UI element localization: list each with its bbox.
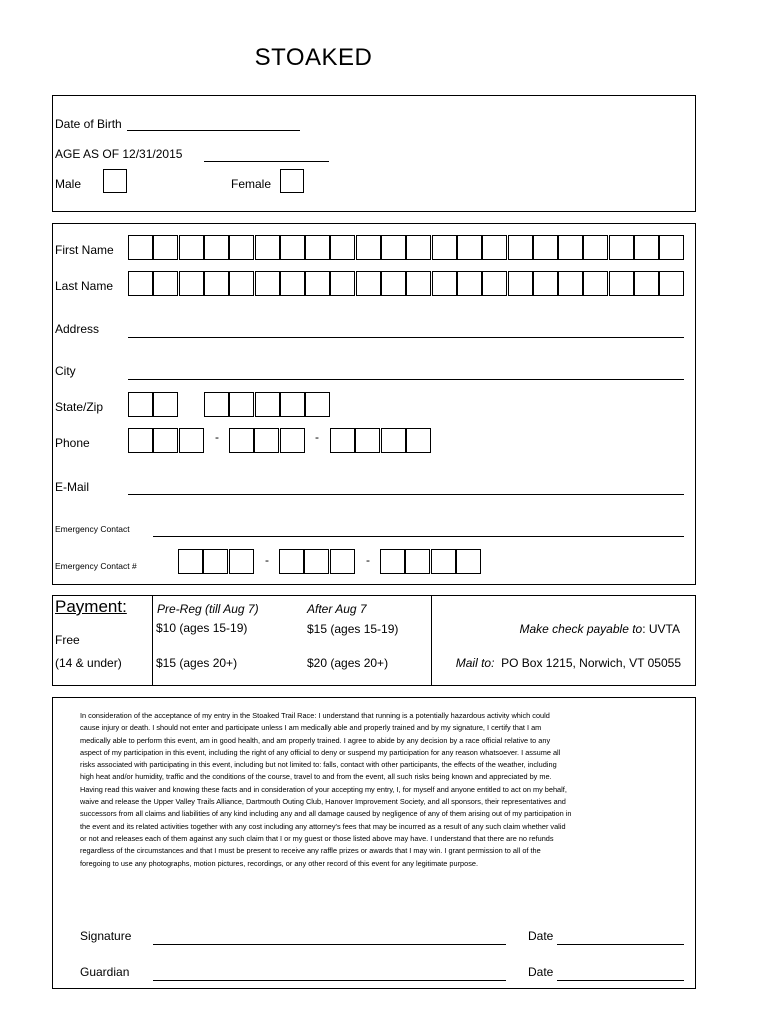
char-box[interactable] <box>179 235 204 260</box>
char-box[interactable] <box>229 235 254 260</box>
char-box[interactable] <box>355 428 380 453</box>
char-box[interactable] <box>432 235 457 260</box>
dob-field[interactable] <box>127 130 300 131</box>
address-label: Address <box>55 322 100 336</box>
char-box[interactable] <box>305 271 330 296</box>
char-box[interactable] <box>229 549 254 574</box>
payment-divider-1 <box>152 596 153 685</box>
emergency-phone-label: Emergency Contact # <box>55 561 137 571</box>
char-box[interactable] <box>457 271 482 296</box>
char-box[interactable] <box>431 549 456 574</box>
char-box[interactable] <box>330 428 355 453</box>
emergency-contact-field[interactable] <box>153 536 684 537</box>
char-box[interactable] <box>457 235 482 260</box>
last-name-label: Last Name <box>55 279 114 293</box>
char-box[interactable] <box>583 235 608 260</box>
char-box[interactable] <box>153 392 178 417</box>
address-field[interactable] <box>128 337 684 338</box>
char-box[interactable] <box>558 271 583 296</box>
char-box[interactable] <box>255 392 280 417</box>
char-box[interactable] <box>634 235 659 260</box>
dob-label: Date of Birth <box>55 117 122 131</box>
char-box[interactable] <box>508 271 533 296</box>
emergency-phone-dash-1: - <box>265 553 269 567</box>
char-box[interactable] <box>405 549 430 574</box>
phone-label: Phone <box>55 436 90 450</box>
city-label: City <box>55 364 76 378</box>
emergency-contact-label: Emergency Contact <box>55 524 130 534</box>
char-box[interactable] <box>609 271 634 296</box>
prereg-adult-price: $15 (ages 20+) <box>156 656 238 670</box>
after-adult-price: $20 (ages 20+) <box>307 656 389 670</box>
waiver-line: In consideration of the acceptance of my entry in the Stoaked Trail Race: I understand that running is a potentially hazardous activity which could <box>80 711 550 720</box>
char-box[interactable] <box>659 271 684 296</box>
char-box[interactable] <box>609 235 634 260</box>
char-box[interactable] <box>330 235 355 260</box>
waiver-line: risks associated with participating in this event, including but not limited to: falls, contact with other participants, the effects of the weather, including <box>80 760 557 770</box>
char-box[interactable] <box>128 428 153 453</box>
char-box[interactable] <box>330 549 355 574</box>
first-name-boxes[interactable] <box>128 235 684 260</box>
char-box[interactable] <box>203 549 228 574</box>
char-box[interactable] <box>406 271 431 296</box>
signature-date-label: Date <box>528 929 554 943</box>
char-box[interactable] <box>305 235 330 260</box>
char-box[interactable] <box>456 549 481 574</box>
char-box[interactable] <box>508 235 533 260</box>
signature-field[interactable] <box>153 944 506 945</box>
char-box[interactable] <box>153 271 178 296</box>
mail-line <box>456 656 681 670</box>
signature-date-field[interactable] <box>557 944 684 945</box>
char-box[interactable] <box>406 235 431 260</box>
phone-dash-1: - <box>215 430 219 444</box>
waiver-line: cause injury or death. I should not enter and participate unless I am medically able and properly trained and by my signature, I certify that I am <box>80 723 542 733</box>
char-box[interactable] <box>356 235 381 260</box>
char-box[interactable] <box>380 549 405 574</box>
emergency-phone-prefix-boxes[interactable] <box>279 549 356 574</box>
guardian-date-field[interactable] <box>557 980 684 981</box>
char-box[interactable] <box>533 271 558 296</box>
char-box[interactable] <box>356 271 381 296</box>
char-box[interactable] <box>229 392 254 417</box>
char-box[interactable] <box>254 428 279 453</box>
char-box[interactable] <box>204 235 229 260</box>
char-box[interactable] <box>381 271 406 296</box>
char-box[interactable] <box>280 235 305 260</box>
mail-label: Mail to: <box>455 656 495 670</box>
payable-label: Make check payable to <box>519 622 643 636</box>
emergency-phone-line-boxes[interactable] <box>380 549 482 574</box>
waiver-line: medically able to perform this event, am in good health, and am properly trained. I agree to abide by any decision by a race official relative to any <box>80 735 551 745</box>
signature-label: Signature <box>80 929 132 943</box>
char-box[interactable] <box>634 271 659 296</box>
age-label: AGE AS OF 12/31/2015 <box>55 147 183 161</box>
waiver-line: Having read this waiver and knowing these facts and in consideration of your accepting my entry, I, for myself and anyone entitled to act on my behalf, <box>80 784 567 794</box>
char-box[interactable] <box>128 235 153 260</box>
char-box[interactable] <box>659 235 684 260</box>
waiver-line: or not and releases each of them against any such claim that I or my guest or those listed above may have. I understand that there are no refunds <box>80 833 554 843</box>
payment-header: Payment: <box>55 597 127 616</box>
phone-area-boxes[interactable] <box>128 428 205 453</box>
prereg-header: Pre-Reg (till Aug 7) <box>157 602 259 616</box>
waiver-text <box>80 710 690 870</box>
guardian-label: Guardian <box>80 965 130 979</box>
char-box[interactable] <box>204 271 229 296</box>
male-label: Male <box>55 177 82 191</box>
phone-prefix-boxes[interactable] <box>229 428 306 453</box>
char-box[interactable] <box>128 271 153 296</box>
waiver-line: waive and release the Upper Valley Trails Alliance, Dartmouth Outing Club, Hanover Improvement Society, and all sponsors, their representatives and <box>80 797 566 807</box>
payment-divider-2 <box>431 596 432 685</box>
mail-address: PO Box 1215, Norwich, VT 05055 <box>501 656 681 670</box>
last-name-boxes[interactable] <box>128 271 684 296</box>
guardian-date-label: Date <box>528 965 554 979</box>
char-box[interactable] <box>432 271 457 296</box>
waiver-line: regardless of the circumstances and that I must be present to receive any raffle prizes or awards that I may win. I grant permission to all of the <box>80 846 541 856</box>
email-label: E-Mail <box>55 480 90 494</box>
char-box[interactable] <box>128 392 153 417</box>
waiver-line: aspect of my participation in this event, including the right of any official to deny or suspend my participation for any reason whatsoever. I assume all <box>80 747 561 757</box>
char-box[interactable] <box>330 271 355 296</box>
char-box[interactable] <box>381 235 406 260</box>
char-box[interactable] <box>153 235 178 260</box>
after-youth-price: $15 (ages 15-19) <box>307 622 399 636</box>
char-box[interactable] <box>583 271 608 296</box>
char-box[interactable] <box>280 392 305 417</box>
male-checkbox[interactable] <box>103 169 127 193</box>
guardian-field[interactable] <box>153 980 506 981</box>
first-name-label: First Name <box>55 243 114 257</box>
char-box[interactable] <box>406 428 431 453</box>
char-box[interactable] <box>179 428 204 453</box>
char-box[interactable] <box>255 235 280 260</box>
state-zip-label: State/Zip <box>55 400 104 414</box>
char-box[interactable] <box>558 235 583 260</box>
payable-line <box>519 622 680 636</box>
char-box[interactable] <box>229 271 254 296</box>
char-box[interactable] <box>255 271 280 296</box>
char-box[interactable] <box>280 428 305 453</box>
waiver-line: foregoing to use any photographs, motion pictures, recordings, or any other record of this event for any legitimate purpose. <box>80 858 479 868</box>
char-box[interactable] <box>305 392 330 417</box>
char-box[interactable] <box>280 271 305 296</box>
emergency-phone-area-boxes[interactable] <box>178 549 255 574</box>
emergency-phone-dash-2: - <box>366 553 370 567</box>
age-field[interactable] <box>204 161 329 162</box>
char-box[interactable] <box>229 428 254 453</box>
phone-dash-2: - <box>315 430 319 444</box>
after-header: After Aug 7 <box>307 602 367 616</box>
char-box[interactable] <box>204 392 229 417</box>
prereg-youth-price: $10 (ages 15-19) <box>156 621 248 635</box>
char-box[interactable] <box>179 271 204 296</box>
payment-panel <box>52 595 696 686</box>
char-box[interactable] <box>533 235 558 260</box>
free-label: Free <box>55 633 80 647</box>
female-checkbox[interactable] <box>280 169 304 193</box>
phone-line-boxes[interactable] <box>330 428 432 453</box>
char-box[interactable] <box>178 549 203 574</box>
state-boxes[interactable] <box>128 392 180 417</box>
waiver-line: successors from all claims and liabilities of any kind including any and all damage caused by negligence of any of them arising out of my participation in <box>80 809 572 819</box>
char-box[interactable] <box>482 271 507 296</box>
char-box[interactable] <box>304 549 329 574</box>
char-box[interactable] <box>381 428 406 453</box>
char-box[interactable] <box>482 235 507 260</box>
payable-value: : UVTA <box>642 622 680 636</box>
char-box[interactable] <box>279 549 304 574</box>
char-box[interactable] <box>153 428 178 453</box>
waiver-line: the event and its related activities together with any cost including any attorney's fees that may be incurred as a result of any such claim whether valid <box>80 821 566 831</box>
zip-boxes[interactable] <box>204 392 330 417</box>
free-age-label: (14 & under) <box>55 656 122 670</box>
form-title: STOAKED <box>254 44 373 71</box>
email-field[interactable] <box>128 494 684 495</box>
female-label: Female <box>231 177 272 191</box>
waiver-line: high heat and/or humidity, traffic and the conditions of the course, travel to and from the event, all such risks being known and appreciated by me. <box>80 772 552 782</box>
city-field[interactable] <box>128 379 684 380</box>
